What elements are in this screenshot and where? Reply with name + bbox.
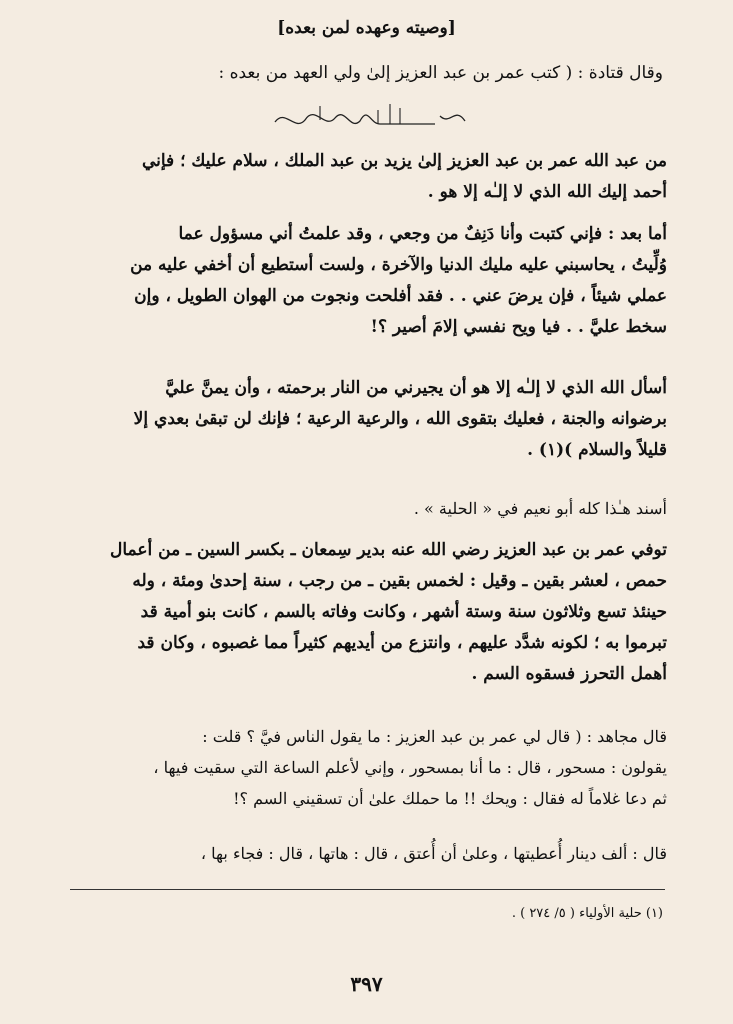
paragraph-6 [63,721,667,814]
footnote-divider [70,889,665,890]
text-line: أهمل التحرز فسقوه السم . [471,664,667,684]
paragraph-5 [63,535,667,690]
text-line: أحمد إليك الله الذي لا إلـٰه إلا هو . [427,182,667,202]
text-line: أسأل الله الذي لا إلـٰه إلا هو أن يجيرني من النار برحمته ، وأن يمنَّ عليَّ [165,378,667,398]
text-line: برضوانه والجنة ، فعليك بتقوى الله ، والرعية الرعية ؛ فإنك لن تبقىٰ بعدي إلا [133,409,667,429]
paragraph-1 [63,146,667,208]
text-line: من عبد الله عمر بن عبد العزيز إلىٰ يزيد بن عبد الملك ، سلام عليك ؛ فإني [141,151,667,171]
paragraph-7 [63,838,667,869]
text-line: قال مجاهد : ( قال لي عمر بن عبد العزيز : ما يقول الناس فيَّ ؟ قلت : [202,727,667,746]
text-line: قليلاً والسلام )(١) . [527,440,667,460]
footnote: (١) حلية الأولياء ( ٥/ ٢٧٤ ) . [511,906,663,921]
paragraph-3 [63,373,667,466]
intro-line: وقال قتادة : ( كتب عمر بن عبد العزيز إلىٰ ولي العهد من بعده : [218,63,663,83]
section-title: [وصيته وعهده لمن بعده] [277,18,456,38]
text-line: يقولون : مسحور ، قال : ما أنا بمسحور ، وإني لأعلم الساعة التي سقيت فيها ، [153,758,667,777]
text-line: أما بعد : فإني كتبت وأنا دَنِفٌ من وجعي ، وقد علمتُ أني مسؤول عما [178,224,667,244]
paragraph-4 [63,493,667,524]
text-line: أسند هـٰذا كله أبو نعيم في « الحلية » . [413,499,667,518]
text-line: قال : ألف دينار أُعطيتها ، وعلىٰ أن أُعتق ، قال : هاتها ، قال : فجاء بها ، [200,844,667,863]
text-line: سخط عليَّ . . فيا ويح نفسي إلامَ أصير ؟! [370,317,667,337]
text-line: عملي شيئاً ، فإن يرضَ عني . . فقد أفلحت ونجوت من الهوان الطويل ، وإن [134,286,667,306]
text-line: ثم دعا غلاماً له فقال : ويحك !! ما حملك علىٰ أن تسقيني السم ؟! [233,789,667,808]
text-line: حمص ، لعشر بقين ـ وقيل : لخمس بقين ـ من رجب ، سنة إحدىٰ ومئة ، وله [132,571,667,591]
text-line: توفي عمر بن عبد العزيز رضي الله عنه بدير سِمعان ـ بكسر السين ـ من أعمال [110,540,667,560]
page-number: ٣٩٧ [350,972,383,996]
text-line: حينئذ تسع وثلاثون سنة وستة أشهر ، وكانت وفاته بالسم ، كانت بنو أمية قد [140,602,667,622]
paragraph-2 [63,219,667,343]
text-line: تبرموا به ؛ لكونه شدَّد عليهم ، وانتزع من أيديهم كثيراً مما غصبوه ، وكان قد [137,633,667,653]
text-line: وُلِّيتُ ، يحاسبني عليه مليك الدنيا والآخرة ، ولست أستطيع أن أخفي عليه من [130,255,667,275]
basmala-calligraphy [260,96,480,136]
